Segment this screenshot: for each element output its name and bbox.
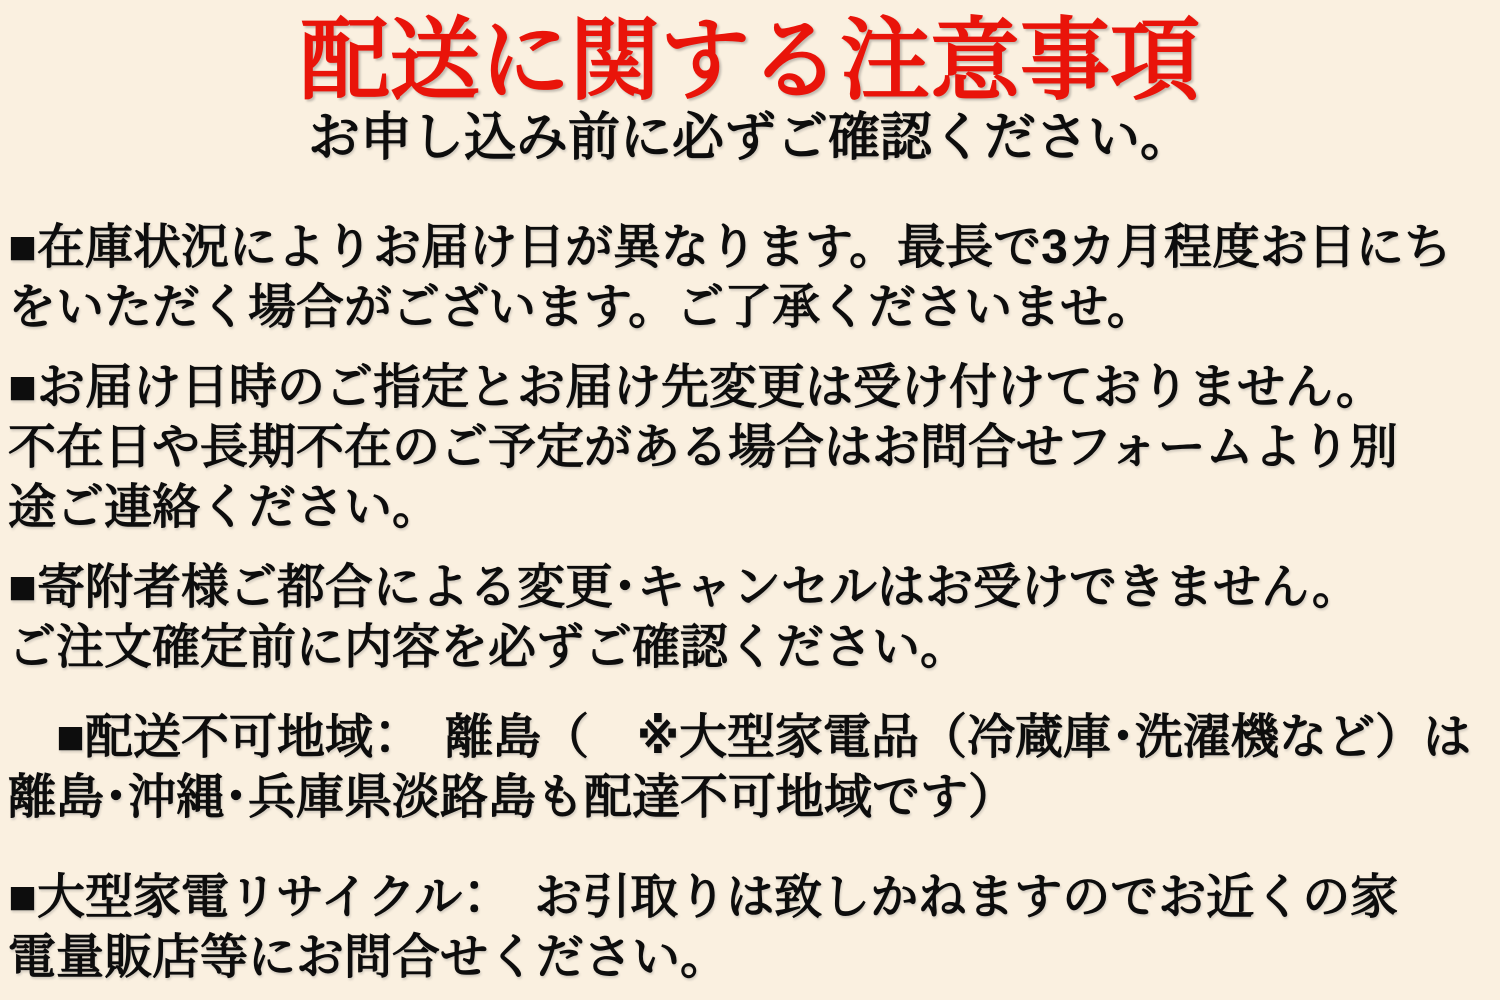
notice-text-line: ■お届け日時のご指定とお届け先変更は受け付けておりません。 bbox=[8, 361, 1384, 414]
notice-appliance-recycle bbox=[8, 868, 1492, 988]
notice-text-line: ご注文確定前に内容を必ずご確認ください。 bbox=[8, 621, 969, 674]
notice-header bbox=[0, 0, 1500, 166]
notice-list bbox=[0, 218, 1500, 988]
notice-cancellation-policy bbox=[8, 558, 1492, 678]
page-subtitle: お申し込み前に必ずご確認ください。 bbox=[307, 109, 1192, 167]
notice-text-line: 不在日や長期不在のご予定がある場合はお問合せフォームより別 bbox=[8, 421, 1398, 474]
notice-text-line: ■寄附者様ご都合による変更･キャンセルはお受けできません。 bbox=[8, 561, 1360, 614]
notice-text-line: 途ご連絡ください。 bbox=[8, 481, 441, 534]
notice-delivery-date-change bbox=[8, 358, 1492, 538]
notice-text-line: ■配送不可地域： 離島（ ※大型家電品（冷蔵庫･洗濯機など）は bbox=[8, 711, 1471, 764]
notice-text-line: 離島･沖縄･兵庫県淡路島も配達不可地域です） bbox=[8, 771, 1017, 824]
notice-text-line: 電量販店等にお問合せください。 bbox=[8, 931, 729, 984]
page-title: 配送に関する注意事項 bbox=[300, 11, 1200, 111]
notice-text-line: ■大型家電リサイクル： お引取りは致しかねますのでお近くの家 bbox=[8, 871, 1399, 924]
notice-stock-availability bbox=[8, 218, 1492, 338]
notice-undeliverable-areas bbox=[8, 708, 1492, 828]
notice-text-line: をいただく場合がございます。ご了承くださいませ。 bbox=[8, 281, 1155, 334]
notice-text-line: ■在庫状況によりお届け日が異なります。最長で3カ月程度お日にち bbox=[8, 221, 1452, 274]
